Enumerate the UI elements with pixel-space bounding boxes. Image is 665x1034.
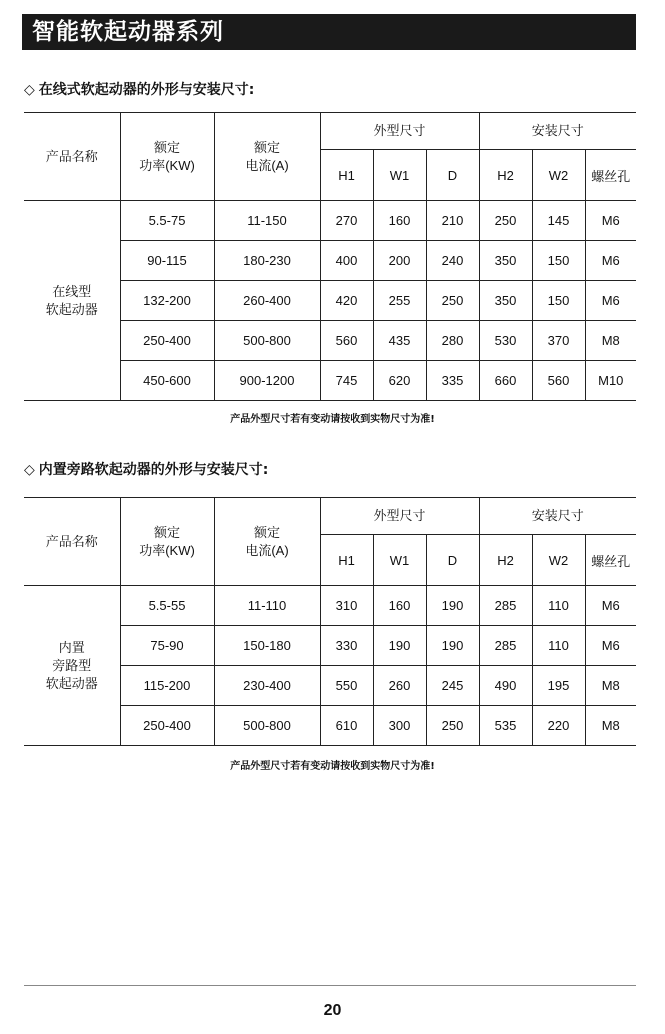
cell-power: 250-400 <box>120 706 214 746</box>
cell-screw: M6 <box>585 626 636 666</box>
cell-current: 500-800 <box>214 706 320 746</box>
cell-h1: 560 <box>320 321 373 361</box>
page-title: 智能软起动器系列 <box>32 19 224 45</box>
col-rated-current: 额定 电流(A) <box>214 498 320 586</box>
col-rated-current: 额定 电流(A) <box>214 113 320 201</box>
col-h2: H2 <box>479 535 532 586</box>
col-w1: W1 <box>373 535 426 586</box>
section-heading-text: 在线式软起动器的外形与安装尺寸: <box>38 82 255 98</box>
cell-d: 245 <box>426 666 479 706</box>
cell-d: 210 <box>426 201 479 241</box>
cell-screw: M10 <box>585 361 636 401</box>
cell-current: 230-400 <box>214 666 320 706</box>
bypass-soft-starter-dimension-table <box>24 497 636 746</box>
col-h2: H2 <box>479 150 532 201</box>
cell-current: 260-400 <box>214 281 320 321</box>
cell-h1: 270 <box>320 201 373 241</box>
cell-h1: 745 <box>320 361 373 401</box>
cell-screw: M6 <box>585 586 636 626</box>
cell-h2: 250 <box>479 201 532 241</box>
cell-d: 190 <box>426 586 479 626</box>
table-row <box>24 586 636 626</box>
cell-w1: 435 <box>373 321 426 361</box>
cell-h2: 350 <box>479 241 532 281</box>
table-header-row <box>24 113 636 150</box>
cell-power: 115-200 <box>120 666 214 706</box>
product-name-cell: 在线型 软起动器 <box>24 201 120 401</box>
cell-current: 180-230 <box>214 241 320 281</box>
cell-h1: 550 <box>320 666 373 706</box>
cell-current: 900-1200 <box>214 361 320 401</box>
cell-h2: 490 <box>479 666 532 706</box>
col-h1: H1 <box>320 535 373 586</box>
col-rated-power: 额定 功率(KW) <box>120 113 214 201</box>
col-rated-power: 额定 功率(KW) <box>120 498 214 586</box>
cell-power: 90-115 <box>120 241 214 281</box>
cell-d: 250 <box>426 281 479 321</box>
col-group-outer-dimensions: 外型尺寸 <box>320 498 479 535</box>
cell-power: 75-90 <box>120 626 214 666</box>
cell-w2: 220 <box>532 706 585 746</box>
cell-current: 11-150 <box>214 201 320 241</box>
diamond-bullet-icon: ◇ <box>24 82 35 98</box>
cell-d: 280 <box>426 321 479 361</box>
col-group-install-dimensions: 安装尺寸 <box>479 498 636 535</box>
cell-w2: 560 <box>532 361 585 401</box>
cell-power: 5.5-55 <box>120 586 214 626</box>
cell-h1: 310 <box>320 586 373 626</box>
section-heading-text: 内置旁路软起动器的外形与安装尺寸: <box>38 462 269 478</box>
col-w2: W2 <box>532 535 585 586</box>
cell-d: 190 <box>426 626 479 666</box>
cell-w2: 110 <box>532 586 585 626</box>
col-group-outer-dimensions: 外型尺寸 <box>320 113 479 150</box>
section-heading-inline <box>24 79 254 99</box>
cell-screw: M6 <box>585 281 636 321</box>
col-group-install-dimensions: 安装尺寸 <box>479 113 636 150</box>
cell-w2: 145 <box>532 201 585 241</box>
cell-w1: 255 <box>373 281 426 321</box>
dimension-disclaimer-note: 产品外型尺寸若有变动请按收到实物尺寸为准! <box>230 761 435 772</box>
col-w2: W2 <box>532 150 585 201</box>
cell-h1: 400 <box>320 241 373 281</box>
cell-power: 450-600 <box>120 361 214 401</box>
col-product-name: 产品名称 <box>24 113 120 201</box>
cell-w1: 190 <box>373 626 426 666</box>
col-w1: W1 <box>373 150 426 201</box>
cell-current: 150-180 <box>214 626 320 666</box>
cell-current: 500-800 <box>214 321 320 361</box>
cell-h2: 350 <box>479 281 532 321</box>
cell-w1: 260 <box>373 666 426 706</box>
diamond-bullet-icon: ◇ <box>24 462 35 478</box>
cell-w2: 370 <box>532 321 585 361</box>
col-d: D <box>426 535 479 586</box>
cell-h1: 420 <box>320 281 373 321</box>
col-screw-hole: 螺丝孔 <box>585 535 636 586</box>
cell-screw: M6 <box>585 201 636 241</box>
inline-soft-starter-dimension-table <box>24 112 636 401</box>
cell-screw: M8 <box>585 666 636 706</box>
cell-h2: 535 <box>479 706 532 746</box>
cell-w2: 110 <box>532 626 585 666</box>
cell-w1: 200 <box>373 241 426 281</box>
col-h1: H1 <box>320 150 373 201</box>
cell-h1: 330 <box>320 626 373 666</box>
cell-screw: M8 <box>585 706 636 746</box>
cell-d: 240 <box>426 241 479 281</box>
footer-divider <box>24 985 636 986</box>
col-screw-hole: 螺丝孔 <box>585 150 636 201</box>
cell-h2: 530 <box>479 321 532 361</box>
table-header-row <box>24 498 636 535</box>
cell-power: 5.5-75 <box>120 201 214 241</box>
cell-power: 250-400 <box>120 321 214 361</box>
cell-w2: 150 <box>532 281 585 321</box>
page-number: 20 <box>323 1002 342 1019</box>
section-heading-bypass <box>24 459 268 479</box>
cell-w2: 195 <box>532 666 585 706</box>
cell-d: 335 <box>426 361 479 401</box>
cell-d: 250 <box>426 706 479 746</box>
cell-w1: 300 <box>373 706 426 746</box>
cell-power: 132-200 <box>120 281 214 321</box>
cell-w1: 160 <box>373 201 426 241</box>
table-row <box>24 201 636 241</box>
col-product-name: 产品名称 <box>24 498 120 586</box>
cell-w1: 620 <box>373 361 426 401</box>
cell-h2: 660 <box>479 361 532 401</box>
cell-w1: 160 <box>373 586 426 626</box>
cell-h2: 285 <box>479 626 532 666</box>
cell-screw: M8 <box>585 321 636 361</box>
col-d: D <box>426 150 479 201</box>
page-title-bar <box>22 14 636 50</box>
dimension-disclaimer-note: 产品外型尺寸若有变动请按收到实物尺寸为准! <box>230 414 435 425</box>
product-name-cell: 内置 旁路型 软起动器 <box>24 586 120 746</box>
cell-screw: M6 <box>585 241 636 281</box>
cell-current: 11-110 <box>214 586 320 626</box>
cell-h2: 285 <box>479 586 532 626</box>
cell-w2: 150 <box>532 241 585 281</box>
cell-h1: 610 <box>320 706 373 746</box>
